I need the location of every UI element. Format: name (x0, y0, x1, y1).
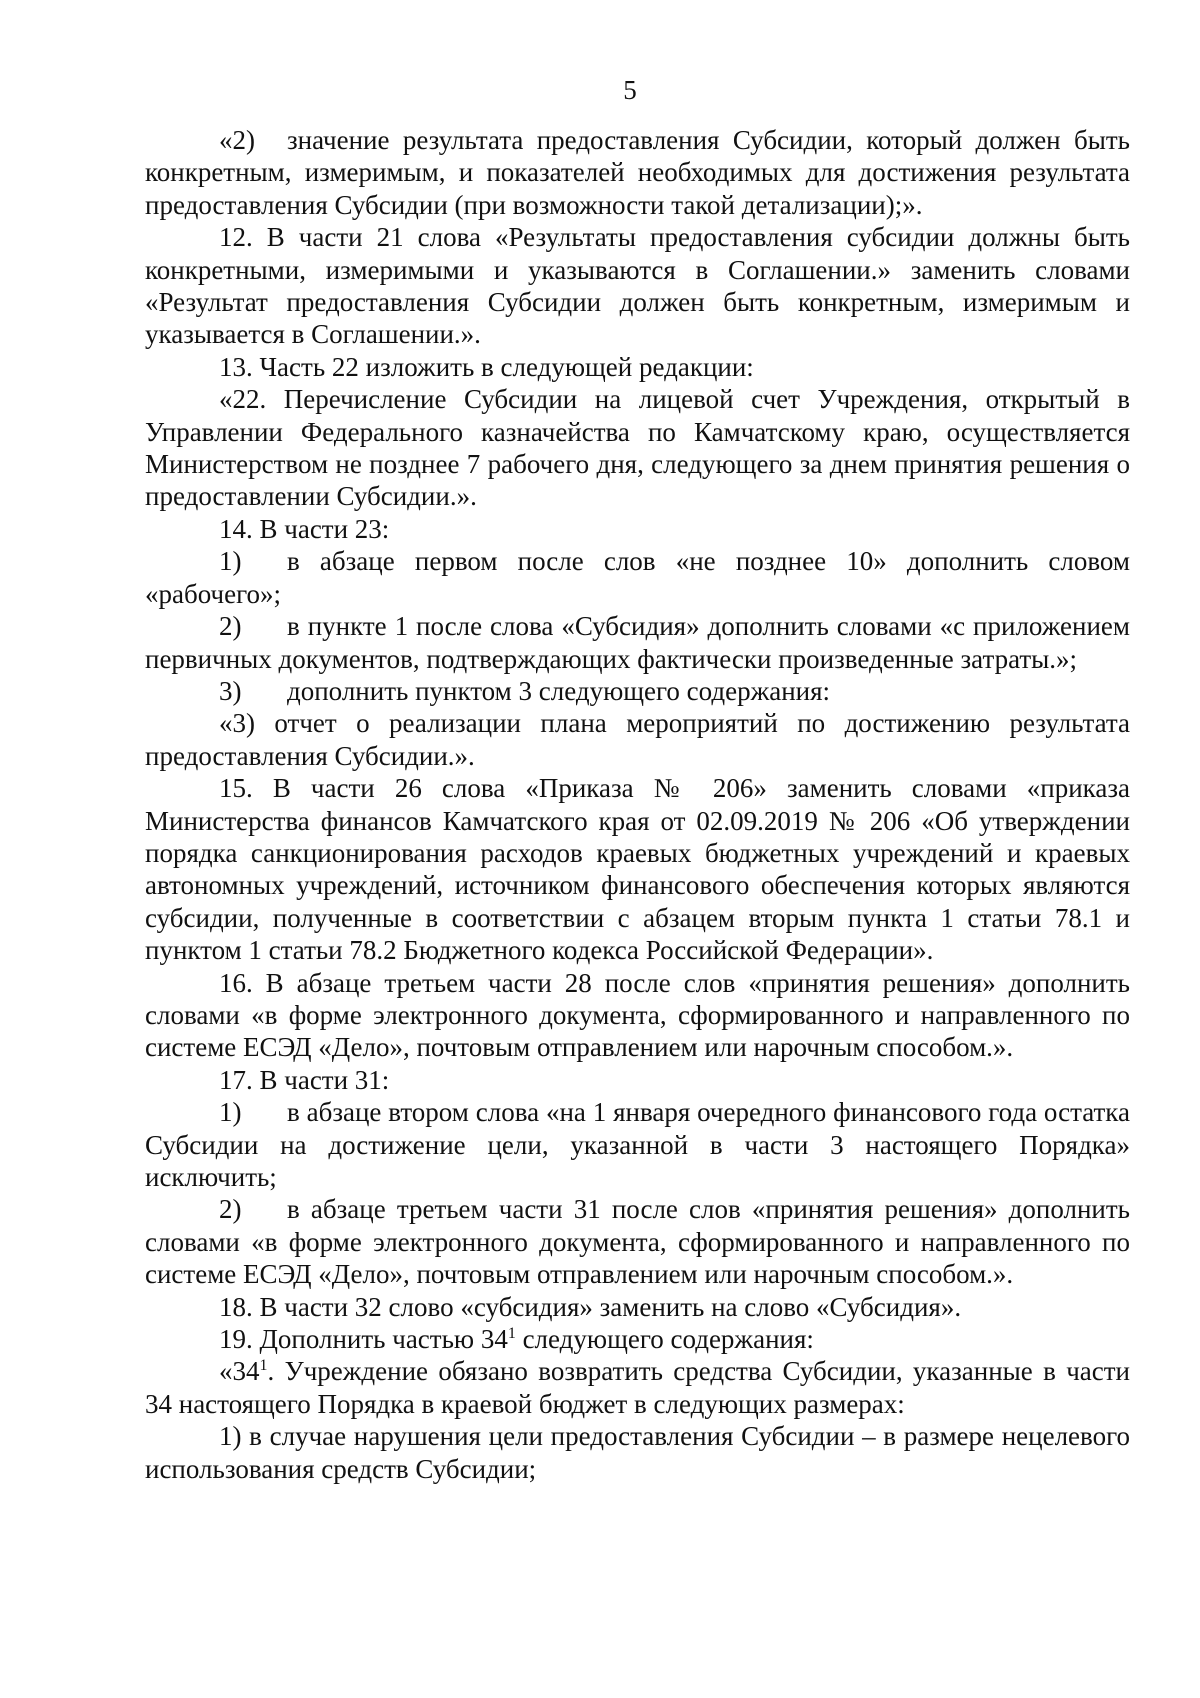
paragraph-text: следующего содержания: (515, 1324, 814, 1355)
paragraph-text: значение результата предоставления Субсидии, который должен быть конкретным, измеримым, и показателей необходимых для достижения результата предоставления Субсидии (при возможности такой детализации);». (145, 125, 1130, 220)
paragraph-subitem-2 (145, 610, 1130, 675)
item-number: 1) (219, 546, 242, 577)
item-number: 3) (219, 675, 242, 706)
paragraph-subitem-31-1 (145, 1096, 1130, 1193)
paragraph-section-18: 18. В части 32 слово «субсидия» заменить на слово «Субсидия». (219, 1291, 962, 1322)
paragraph-item-2 (145, 124, 1130, 221)
paragraph-text: . Учреждение обязано возвратить средства Субсидии, указанные в части 34 настоящего Порядка в краевой бюджет в следующих размерах: (145, 1356, 1130, 1419)
paragraph-text: дополнить пунктом 3 следующего содержания: (287, 675, 831, 706)
paragraph-section-12: 12. В части 21 слова «Результаты предоставления субсидии должны быть конкретными, измеримыми и указываются в Соглашении.» заменить словами «Результат предоставления Субсидии должен быть конкретным, измеримым и указывается в Соглашении.». (145, 222, 1130, 350)
paragraph-text: 19. Дополнить частью 34 (219, 1324, 508, 1355)
paragraph-section-19 (145, 1323, 1130, 1355)
paragraph-item-3-report: «3) отчет о реализации плана мероприятий по достижению результата предоставления Субсидии.». (145, 708, 1130, 771)
paragraph-section-15: 15. В части 26 слова «Приказа № 206» заменить словами «приказа Министерства финансов Камчатского края от 02.09.2019 № 206 «Об утверждении порядка санкционирования расходов краевых бюджетных учреждений и краевых автономных учреждений, источником финансового обеспечения которых являются субсидии, полученные в соответствии с абзацем вторым пункта 1 статьи 78.1 и пунктом 1 статьи 78.2 Бюджетного кодекса Российской Федерации». (145, 773, 1130, 966)
page-number: 5 (623, 75, 637, 105)
superscript-number: 1 (259, 1357, 268, 1375)
paragraph-text: в абзаце третьем части 31 после слов «принятия решения» дополнить словами «в форме электронного документа, сформированного и направленного по системе ЕСЭД «Дело», почтовым отправлением или нарочным способом.». (145, 1194, 1130, 1290)
paragraph-refund-case-1: 1) в случае нарушения цели предоставления Субсидии – в размере нецелевого использования средств Субсидии; (145, 1421, 1130, 1484)
paragraph-subitem-1 (145, 545, 1130, 610)
item-number: 1) (219, 1097, 242, 1128)
paragraph-section-16: 16. В абзаце третьем части 28 после слов «принятия решения» дополнить словами «в форме электронного документа, сформированного и направленного по системе ЕСЭД «Дело», почтовым отправлением или нарочным способом.». (145, 967, 1130, 1063)
item-number: 2) (219, 611, 242, 642)
paragraph-text: «34 (219, 1356, 260, 1387)
paragraph-section-14: 14. В части 23: (219, 513, 390, 544)
paragraph-section-34-1 (145, 1355, 1130, 1420)
paragraph-section-17: 17. В части 31: (219, 1064, 390, 1095)
paragraph-subitem-3 (145, 675, 1130, 707)
paragraph-section-22-text: «22. Перечисление Субсидии на лицевой счет Учреждения, открытый в Управлении Федерального казначейства по Камчатскому краю, осуществляется Министерством не позднее 7 рабочего дня, следующего за днем принятия решения о предоставлении Субсидии.». (145, 384, 1130, 512)
paragraph-text: в абзаце первом после слов «не позднее 10» дополнить словом «рабочего»; (145, 546, 1130, 609)
paragraph-subitem-31-2 (145, 1193, 1130, 1290)
paragraph-text: в абзаце втором слова «на 1 января очередного финансового года остатка Субсидии на достижение цели, указанной в части 3 настоящего Порядка» исключить; (145, 1097, 1130, 1192)
paragraph-section-13: 13. Часть 22 изложить в следующей редакции: (219, 351, 754, 382)
document-body (145, 124, 1130, 1485)
paragraph-text: в пункте 1 после слова «Субсидия» дополнить словами «с приложением первичных документов, подтверждающих фактически произведенные затраты.»; (145, 611, 1130, 674)
item-number: «2) (219, 125, 255, 155)
item-number: 2) (219, 1194, 242, 1225)
superscript-number: 1 (507, 1325, 516, 1343)
